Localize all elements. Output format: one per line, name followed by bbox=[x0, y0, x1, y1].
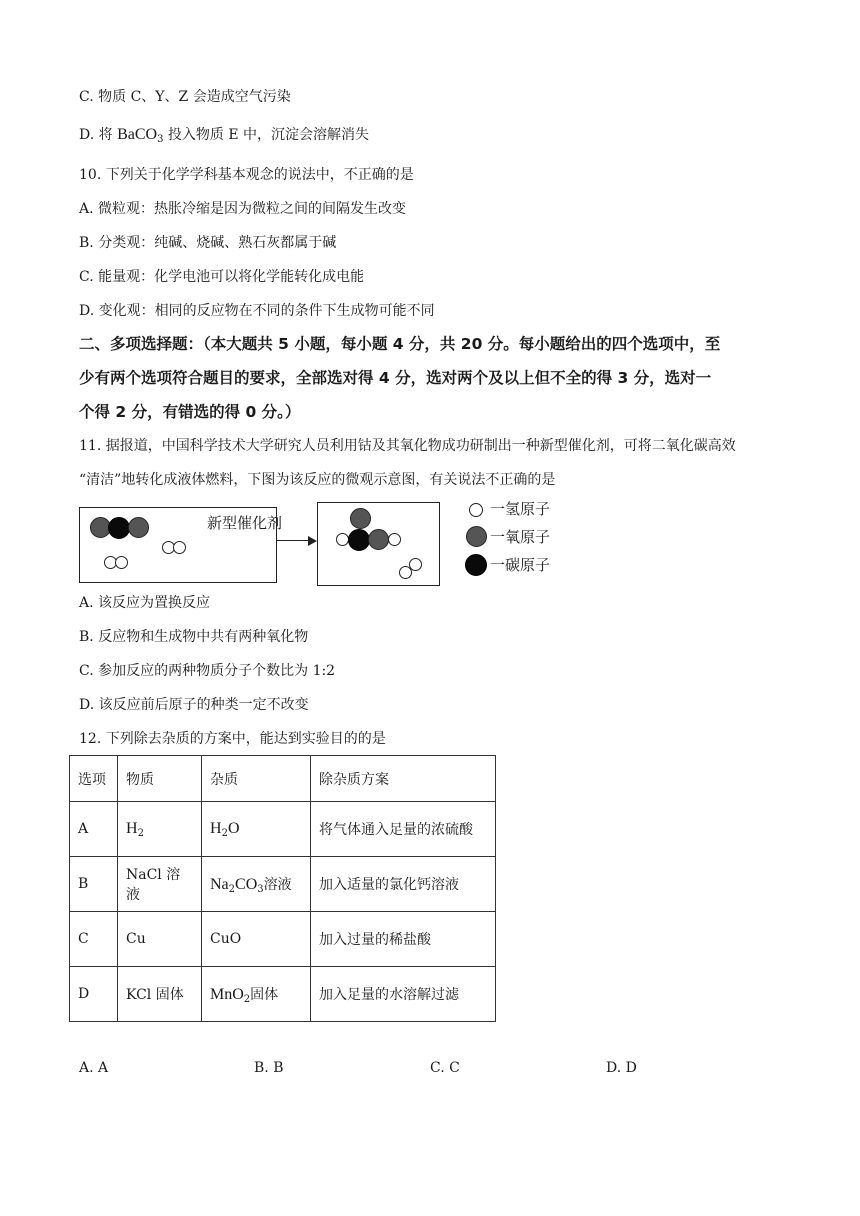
q11-option-d: D. 该反应前后原子的种类一定不改变 bbox=[79, 697, 309, 713]
carbon-atom-icon bbox=[348, 529, 370, 551]
oxygen-atom-icon bbox=[466, 526, 487, 547]
q9-option-d: D. 将 BaCO$_3$ 投入物质 E 中，沉淀会溶解消失 bbox=[79, 126, 370, 145]
hydrogen-atom-icon bbox=[388, 533, 401, 546]
table-row bbox=[70, 912, 496, 967]
q10-option-a: A. 微粒观：热胀冷缩是因为微粒之间的间隔发生改变 bbox=[79, 201, 407, 217]
q10-stem: 10. 下列关于化学学科基本观念的说法中，不正确的是 bbox=[79, 167, 414, 183]
legend-oxygen-label: 一氧原子 bbox=[490, 528, 551, 546]
cell-impurity: CuO bbox=[202, 912, 311, 967]
carbon-atom-icon bbox=[108, 517, 130, 539]
q12-stem: 12. 下列除去杂质的方案中，能达到实验目的的是 bbox=[79, 731, 386, 747]
cell-substance: NaCl 溶液 bbox=[118, 857, 202, 912]
header-option: 选项 bbox=[70, 756, 118, 802]
answer-choice-c: C. C bbox=[430, 1060, 460, 1076]
cell-substance: $H_2$ bbox=[118, 802, 202, 857]
cell-method: 加入适量的氯化钙溶液 bbox=[311, 857, 496, 912]
table-row bbox=[70, 802, 496, 857]
arrow-head-icon bbox=[308, 536, 317, 546]
section-heading-line-2: 少有两个选项符合题目的要求，全部选对得 4 分，选对两个及以上但不全的得 3 分，选对一 bbox=[79, 369, 712, 387]
hydrogen-atom-icon bbox=[409, 558, 422, 571]
q9-option-c: C. 物质 C、Y、Z 会造成空气污染 bbox=[79, 89, 291, 105]
catalyst-label: 新型催化剂 bbox=[207, 514, 283, 532]
table-row bbox=[70, 967, 496, 1022]
oxygen-atom-icon bbox=[128, 517, 149, 538]
cell-method: 将气体通入足量的浓硫酸 bbox=[311, 802, 496, 857]
table-header-row bbox=[70, 756, 496, 802]
cell-substance: KCl 固体 bbox=[118, 967, 202, 1022]
answer-choice-b: B. B bbox=[254, 1060, 284, 1076]
q11-option-c: C. 参加反应的两种物质分子个数比为 1:2 bbox=[79, 663, 336, 679]
cell-method: 加入足量的水溶解过滤 bbox=[311, 967, 496, 1022]
header-method: 除杂质方案 bbox=[311, 756, 496, 802]
impurity-removal-table bbox=[69, 755, 496, 1022]
header-impurity: 杂质 bbox=[202, 756, 311, 802]
cell-impurity: $H_2O$ bbox=[202, 802, 311, 857]
section-heading-line-3: 个得 2 分，有错选的得 0 分。） bbox=[79, 403, 301, 421]
cell-substance: Cu bbox=[118, 912, 202, 967]
cell-option: C bbox=[70, 912, 118, 967]
oxygen-atom-icon bbox=[350, 508, 371, 529]
hydrogen-atom-icon bbox=[115, 556, 128, 569]
cell-method: 加入过量的稀盐酸 bbox=[311, 912, 496, 967]
cell-impurity: MnO$_2$固体 bbox=[202, 967, 311, 1022]
hydrogen-atom-icon bbox=[469, 503, 483, 517]
legend-carbon-label: 一碳原子 bbox=[490, 556, 551, 574]
reaction-arrow bbox=[276, 540, 310, 541]
cell-option: A bbox=[70, 802, 118, 857]
cell-impurity: $Na_2CO_3$溶液 bbox=[202, 857, 311, 912]
table-row bbox=[70, 857, 496, 912]
legend-hydrogen-label: 一氢原子 bbox=[490, 500, 551, 518]
cell-option: D bbox=[70, 967, 118, 1022]
q10-option-c: C. 能量观：化学电池可以将化学能转化成电能 bbox=[79, 269, 365, 285]
oxygen-atom-icon bbox=[368, 529, 389, 550]
q10-option-b: B. 分类观：纯碱、烧碱、熟石灰都属于碱 bbox=[79, 235, 337, 251]
q11-stem-line-2: “清洁”地转化成液体燃料，下图为该反应的微观示意图，有关说法不正确的是 bbox=[79, 472, 556, 488]
cell-option: B bbox=[70, 857, 118, 912]
carbon-atom-icon bbox=[465, 554, 487, 576]
q11-stem-line-1: 11. 据报道，中国科学技术大学研究人员利用钴及其氧化物成功研制出一种新型催化剂，可将二氧化碳高效 bbox=[79, 438, 736, 454]
q11-option-a: A. 该反应为置换反应 bbox=[79, 595, 211, 611]
hydrogen-atom-icon bbox=[173, 541, 186, 554]
products-box bbox=[317, 502, 440, 586]
q10-option-d: D. 变化观：相同的反应物在不同的条件下生成物可能不同 bbox=[79, 303, 435, 319]
header-substance: 物质 bbox=[118, 756, 202, 802]
answer-choice-d: D. D bbox=[606, 1060, 637, 1076]
answer-choice-a: A. A bbox=[79, 1060, 109, 1076]
q11-option-b: B. 反应物和生成物中共有两种氧化物 bbox=[79, 629, 309, 645]
section-heading-line-1: 二、多项选择题：（本大题共 5 小题，每小题 4 分，共 20 分。每小题给出的四个选项中，至 bbox=[79, 335, 721, 353]
